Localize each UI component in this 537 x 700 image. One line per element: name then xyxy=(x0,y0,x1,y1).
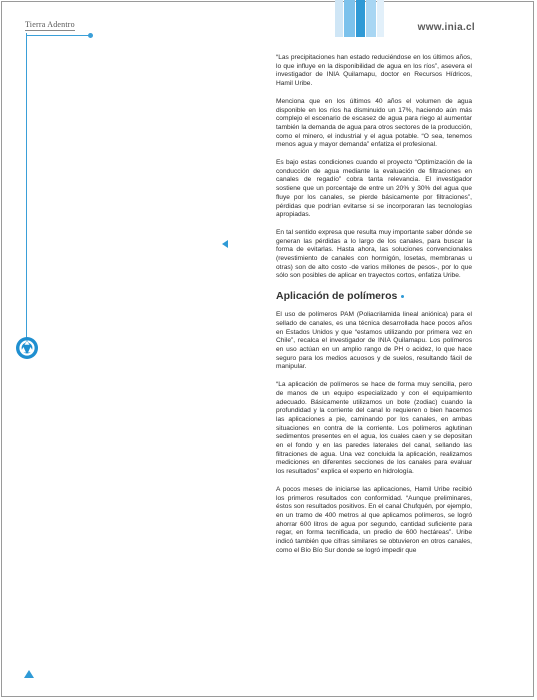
article-paragraph: “La aplicación de polímeros se hace de forma muy sencilla, pero de manos de un equipo especializado y con el equipamiento adecuado. Básicamente utilizamos un bote (zodiac) cuando la profundidad y la corriente del canal lo requieren o bien hacemos las aplicaciones a pie, caminando por los canales, en ambas situaciones en contra de la corriente. Los polímeros aglutinan sedimentos presentes en el agua, los cuales caen y se depositan en el fondo y en las paredes laterales del canal, sellando las filtraciones de agua. Una vez concluida la aplicación, realizamos mediciones en diferentes secciones de los canales para evaluar los resultados” explica el experto en hidrología. xyxy=(276,381,472,476)
article-paragraph: Es bajo estas condiciones cuando el proyecto “Optimización de la conducción de agua mediante la evaluación de filtraciones en canales de regadío” cobra tanta relevancia. El investigador sostiene que un porcentaje de entre un 20% y 30% del agua que fluye por los canales, se pierde básicamente por filtraciones”, pérdidas que podrían evitarse si se incorporaran las tecnologías apropiadas. xyxy=(276,159,472,219)
site-url: www.inia.cl xyxy=(417,22,475,33)
accent-dot xyxy=(88,33,93,38)
magazine-logo: Tierra Adentro xyxy=(25,20,75,29)
bullet-icon xyxy=(401,295,404,298)
article-paragraph: Menciona que en los últimos 40 años el volumen de agua disponible en los ríos ha disminuido un 17%, haciendo aún más complejo el escenario de escasez de agua para riego al aumentar también la demanda de agua para otros sectores de la producción, como el minero, el industrial y el agua potable. “O sea, tenemos menos agua y mayor demanda” enfatiza el profesional. xyxy=(276,97,472,149)
color-bar xyxy=(344,0,355,37)
color-bar xyxy=(335,0,343,37)
color-bar xyxy=(356,0,365,37)
top-accent-line xyxy=(26,35,90,36)
color-bar xyxy=(366,0,376,37)
article-paragraph: El uso de polímeros PAM (Poliacrilamida lineal aniónica) para el sellado de canales, es una técnica desarrollada hace pocos años en Estados Unidos y que “estamos utilizando por primera vez en Chile”, recalca el investigador de INIA Quilamapu. Los polímeros en uso actúan en un amplio rango de PH o acidez, lo que hace seguro para los medios acuosos y de suelos, resultando fácil de manipular. xyxy=(276,311,472,371)
article-column xyxy=(276,54,472,564)
article-paragraph: “Las precipitaciones han estado reduciéndose en los últimos años, lo que influye en la disponibilidad de agua en los ríos”, asevera el investigador de INIA Quilamapu, doctor en Recursos Hídricos, Hamil Uribe. xyxy=(276,54,472,88)
article-paragraph: En tal sentido expresa que resulta muy importante saber dónde se generan las pérdidas a lo largo de los canales, para buscar la forma de evitarlas. Hasta ahora, las soluciones convencionales (revestimiento de canales con hormigón, losetas, membranas u otras) son de alto costo -de varios millones de pesos-, por lo que sólo son posibles de aplicar en trayectos cortos, enfatiza Uribe. xyxy=(276,228,472,280)
recycle-badge-icon xyxy=(16,337,38,359)
triangle-up-icon xyxy=(24,670,34,678)
section-heading-text: Aplicación de polímeros xyxy=(276,290,398,303)
article-paragraph: A pocos meses de iniciarse las aplicaciones, Hamil Uribe recibió los primeros resultados con conformidad. “Aunque preliminares, éstos son resultados positivos. En el canal Chufquén, por ejemplo, en un tramo de 400 metros al que aplicamos polímeros, se logró ahorrar 600 litros de agua por segundo, cantidad suficiente para regar, en forma tecnificada, un predio de 600 hectáreas”. Uribe indicó también que cifras similares se obtuvieron en otros canales, como el Bío Bío Sur donde se logró impedir que xyxy=(276,485,472,554)
color-bar xyxy=(377,0,384,37)
triangle-left-icon xyxy=(222,240,228,248)
left-accent-line xyxy=(26,33,27,341)
section-heading xyxy=(276,290,472,303)
